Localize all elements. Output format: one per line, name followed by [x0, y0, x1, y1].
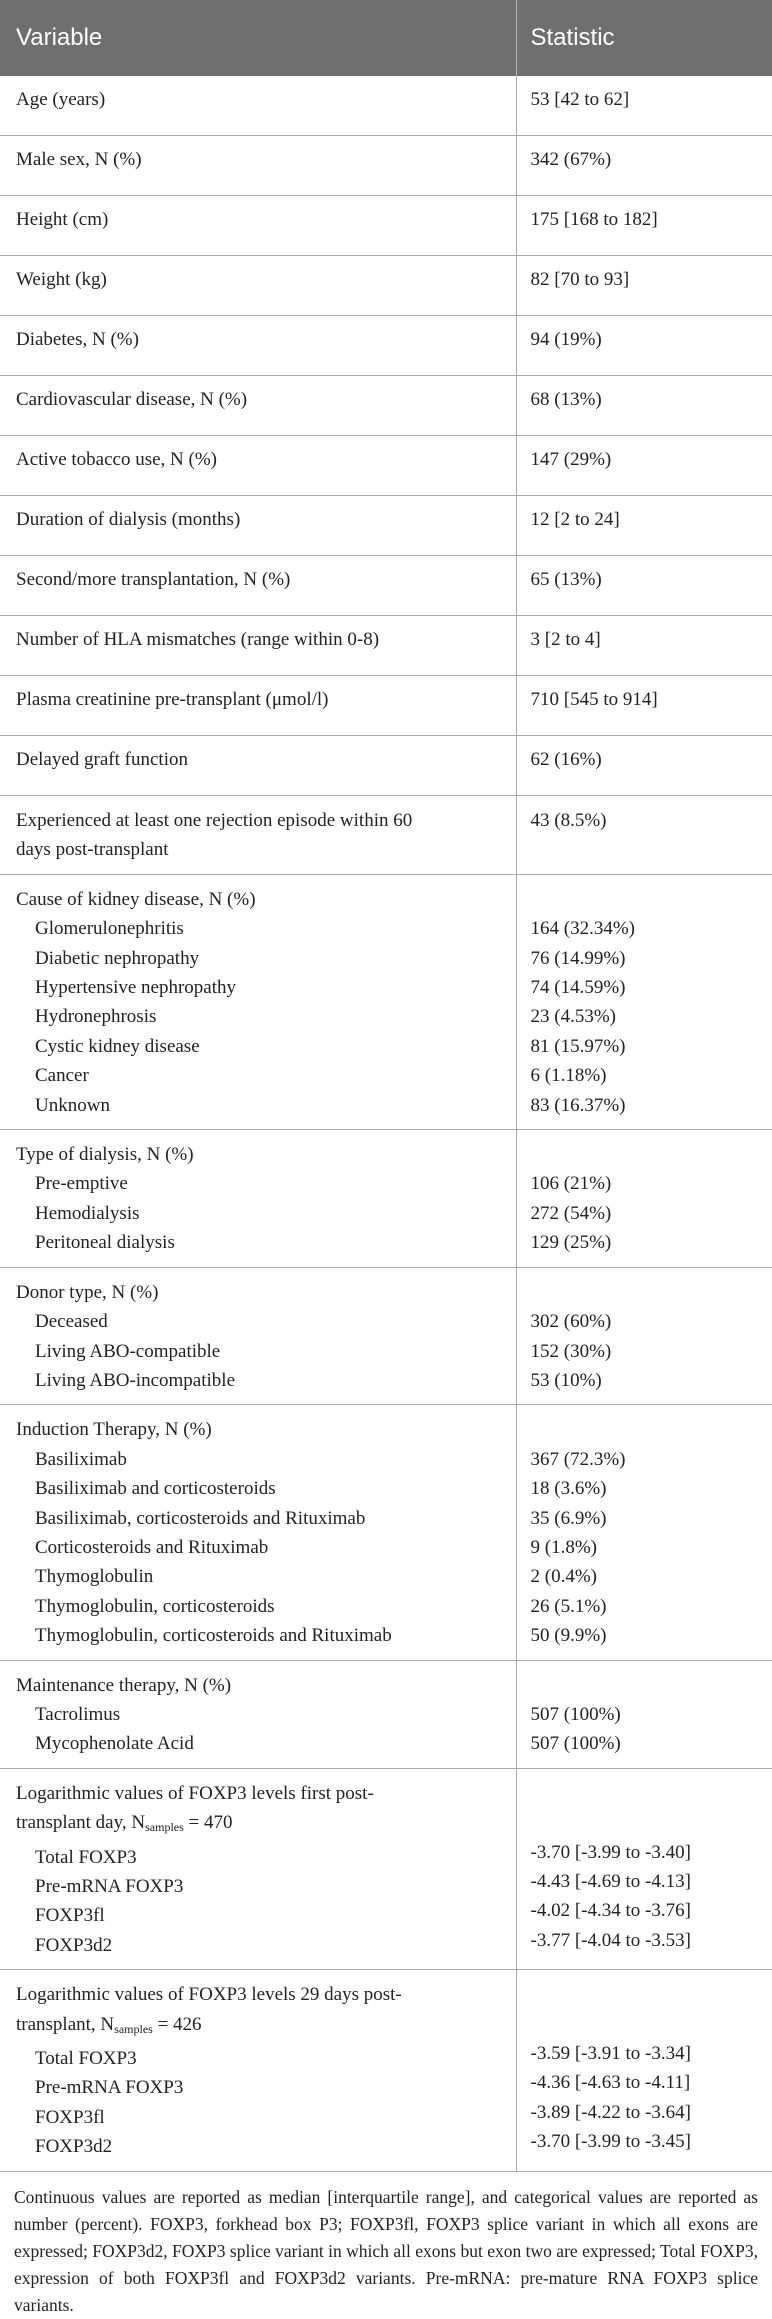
variable-cell: Height (cm): [0, 196, 516, 256]
variable-cell: [0, 1267, 516, 1405]
variable-cell: [0, 1768, 516, 1969]
variable-cell: Weight (kg): [0, 256, 516, 316]
sub-label: Living ABO-compatible: [35, 1340, 221, 1362]
table-row-induction-group: [0, 1405, 772, 1660]
sub-label: Deceased: [35, 1311, 108, 1333]
variable-cell: Plasma creatinine pre-transplant (μmol/l): [0, 676, 516, 736]
table-row-maintenance-group: [0, 1660, 772, 1768]
statistic-cell: 175 [168 to 182]: [516, 196, 772, 256]
table-row: [0, 616, 772, 676]
sub-label: Total FOXP3: [35, 1846, 137, 1868]
table-row: [0, 196, 772, 256]
table-footnote: Continuous values are reported as median [interquartile range], and categorical values are reported as number (percent). FOXP3, forkhead box P3; FOXP3fl, FOXP3 splice variant in which all exons are expressed; FOXP3d2, FOXP3 splice variant in which all exons but exon two are expressed; Total FOXP3, expression of both FOXP3fl and FOXP3d2 variants. Pre-mRNA: pre-mature RNA FOXP3 splice variants.: [14, 2186, 758, 2315]
sub-value: -4.43 [-4.69 to -4.13]: [530, 1871, 691, 1892]
sub-label: Hypertensive nephropathy: [35, 977, 237, 999]
sub-value: 272 (54%): [530, 1202, 612, 1224]
group-title: Type of dialysis, N (%): [16, 1144, 194, 1166]
group-title-line1: Logarithmic values of FOXP3 levels first post-: [16, 1782, 374, 1804]
table-row: [0, 76, 772, 136]
sub-value: 367 (72.3%): [530, 1448, 626, 1470]
group-title: Induction Therapy, N (%): [16, 1419, 212, 1441]
variable-cell: [0, 1970, 516, 2171]
sub-label: Pre-mRNA FOXP3: [35, 1876, 184, 1897]
sub-label: Thymoglobulin, corticosteroids: [35, 1595, 275, 1617]
sub-value: 129 (25%): [530, 1232, 612, 1254]
sub-value: -3.70 [-3.99 to -3.40]: [530, 1841, 691, 1863]
sub-value: 2 (0.4%): [530, 1566, 597, 1588]
statistic-cell: 53 [42 to 62]: [516, 76, 772, 136]
group-title-line2: [16, 2010, 504, 2044]
sub-label: Total FOXP3: [35, 2048, 137, 2070]
title-count: = 470: [183, 1812, 233, 1834]
statistic-cell: 342 (67%): [516, 136, 772, 196]
sub-value: 507 (100%): [530, 1733, 621, 1755]
sub-value: -3.59 [-3.91 to -3.34]: [530, 2043, 691, 2065]
statistic-cell: 68 (13%): [516, 376, 772, 436]
sub-label: FOXP3d2: [35, 2136, 113, 2158]
table-row-rejection: [0, 796, 772, 875]
sub-value: 23 (4.53%): [530, 1006, 616, 1028]
sub-label: Glomerulonephritis: [35, 918, 184, 940]
title-count: = 426: [152, 2013, 202, 2035]
table-row: [0, 256, 772, 316]
sub-value: -3.77 [-4.04 to -3.53]: [530, 1929, 691, 1951]
sub-label: FOXP3fl: [35, 1905, 105, 1927]
statistic-cell: [516, 874, 772, 1129]
sub-label: Basiliximab: [35, 1448, 127, 1470]
sub-label: Basiliximab and corticosteroids: [35, 1478, 276, 1500]
sub-value: 18 (3.6%): [530, 1478, 607, 1500]
sub-value: 106 (21%): [530, 1173, 612, 1195]
table-row-foxp3-day29-group: [0, 1970, 772, 2171]
statistic-cell: 65 (13%): [516, 556, 772, 616]
sub-label: Tacrolimus: [35, 1703, 121, 1725]
sub-label: Pre-emptive: [35, 1173, 128, 1195]
statistic-cell: [516, 1768, 772, 1969]
sub-label: Corticosteroids and Rituximab: [35, 1536, 269, 1558]
group-title: Cause of kidney disease, N (%): [16, 888, 256, 910]
sub-label: Peritoneal dialysis: [35, 1232, 175, 1254]
sub-label: Thymoglobulin: [35, 1566, 154, 1588]
table-header-row: [0, 0, 772, 76]
variable-cell: [0, 1405, 516, 1660]
statistic-cell: [516, 1130, 772, 1268]
table-row-foxp3-day1-group: [0, 1768, 772, 1969]
sub-value: 507 (100%): [530, 1703, 621, 1725]
rejection-label-line2: days post-transplant: [16, 839, 169, 861]
table-row: [0, 496, 772, 556]
sub-label: Pre-mRNA FOXP3: [35, 2077, 184, 2099]
table-row: [0, 136, 772, 196]
sub-value: 53 (10%): [530, 1369, 602, 1391]
header-statistic: Statistic: [516, 0, 772, 76]
table-row: [0, 316, 772, 376]
sub-label: Cancer: [35, 1065, 89, 1087]
statistic-cell: 12 [2 to 24]: [516, 496, 772, 556]
statistic-cell: [516, 1660, 772, 1768]
table-row: [0, 676, 772, 736]
sub-value: 83 (16.37%): [530, 1094, 626, 1116]
sub-value: 35 (6.9%): [530, 1507, 607, 1529]
statistic-cell: [516, 1405, 772, 1660]
variable-cell: Age (years): [0, 76, 516, 136]
sub-value: -3.70 [-3.99 to -3.45]: [530, 2131, 691, 2153]
sub-value: -3.89 [-4.22 to -3.64]: [530, 2101, 691, 2123]
sub-value: -4.02 [-4.34 to -3.76]: [530, 1900, 691, 1922]
sub-label: Hemodialysis: [35, 1202, 140, 1224]
group-title-line2: [16, 1808, 504, 1842]
sub-value: 76 (14.99%): [530, 947, 626, 969]
title-text: transplant day, N: [16, 1812, 146, 1834]
sub-value: 74 (14.59%): [530, 977, 626, 999]
table-row-donor-group: [0, 1267, 772, 1405]
rejection-label-line1: Experienced at least one rejection episode within 60: [16, 810, 413, 831]
sub-label: Living ABO-incompatible: [35, 1369, 236, 1391]
title-text: transplant, N: [16, 2013, 115, 2035]
group-title-line1: Logarithmic values of FOXP3 levels 29 days post-: [16, 1984, 402, 2006]
variable-cell: [0, 1130, 516, 1268]
variable-cell: Active tobacco use, N (%): [0, 436, 516, 496]
sub-value: 152 (30%): [530, 1340, 612, 1362]
table-row: [0, 556, 772, 616]
variable-cell: Delayed graft function: [0, 736, 516, 796]
statistic-cell: 3 [2 to 4]: [516, 616, 772, 676]
samples-subscript: samples: [145, 1820, 184, 1835]
statistic-cell: [516, 1970, 772, 2171]
statistic-cell: 710 [545 to 914]: [516, 676, 772, 736]
sub-value: 302 (60%): [530, 1311, 612, 1333]
group-title: Maintenance therapy, N (%): [16, 1674, 232, 1696]
sub-label: Thymoglobulin, corticosteroids and Rituximab: [35, 1625, 392, 1647]
sub-label: Cystic kidney disease: [35, 1035, 200, 1057]
sub-value: 6 (1.18%): [530, 1065, 607, 1087]
statistic-cell: 147 (29%): [516, 436, 772, 496]
sub-label: FOXP3d2: [35, 1934, 113, 1956]
statistic-cell: 94 (19%): [516, 316, 772, 376]
sub-value: 81 (15.97%): [530, 1035, 626, 1057]
variable-cell: Cardiovascular disease, N (%): [0, 376, 516, 436]
variable-cell: Diabetes, N (%): [0, 316, 516, 376]
sub-value: -4.36 [-4.63 to -4.11]: [530, 2072, 691, 2094]
sub-label: Basiliximab, corticosteroids and Rituximab: [35, 1507, 366, 1529]
table-row: [0, 736, 772, 796]
sub-label: Mycophenolate Acid: [35, 1733, 194, 1755]
variable-cell: [0, 874, 516, 1129]
group-title: Donor type, N (%): [16, 1281, 159, 1303]
variable-cell: Number of HLA mismatches (range within 0-8): [0, 616, 516, 676]
header-variable: Variable: [0, 0, 516, 76]
statistic-cell: [516, 1267, 772, 1405]
statistic-cell: 82 [70 to 93]: [516, 256, 772, 316]
table-row-cause-group: [0, 874, 772, 1129]
variable-cell: Second/more transplantation, N (%): [0, 556, 516, 616]
table-row: [0, 376, 772, 436]
sub-label: Diabetic nephropathy: [35, 947, 200, 969]
variable-cell: [0, 796, 516, 875]
table-row: [0, 436, 772, 496]
sub-value: 26 (5.1%): [530, 1595, 607, 1617]
variable-cell: Duration of dialysis (months): [0, 496, 516, 556]
sub-value: 164 (32.34%): [530, 918, 635, 940]
sub-label: Unknown: [35, 1094, 110, 1116]
sub-value: 9 (1.8%): [530, 1536, 597, 1558]
sub-label: Hydronephrosis: [35, 1006, 157, 1028]
statistic-cell: 43 (8.5%): [516, 796, 772, 875]
statistic-cell: 62 (16%): [516, 736, 772, 796]
samples-subscript: samples: [114, 2021, 153, 2036]
table-row-dialysis-group: [0, 1130, 772, 1268]
sub-label: FOXP3fl: [35, 2106, 105, 2128]
variable-cell: Male sex, N (%): [0, 136, 516, 196]
variable-cell: [0, 1660, 516, 1768]
sub-value: 50 (9.9%): [530, 1625, 607, 1647]
